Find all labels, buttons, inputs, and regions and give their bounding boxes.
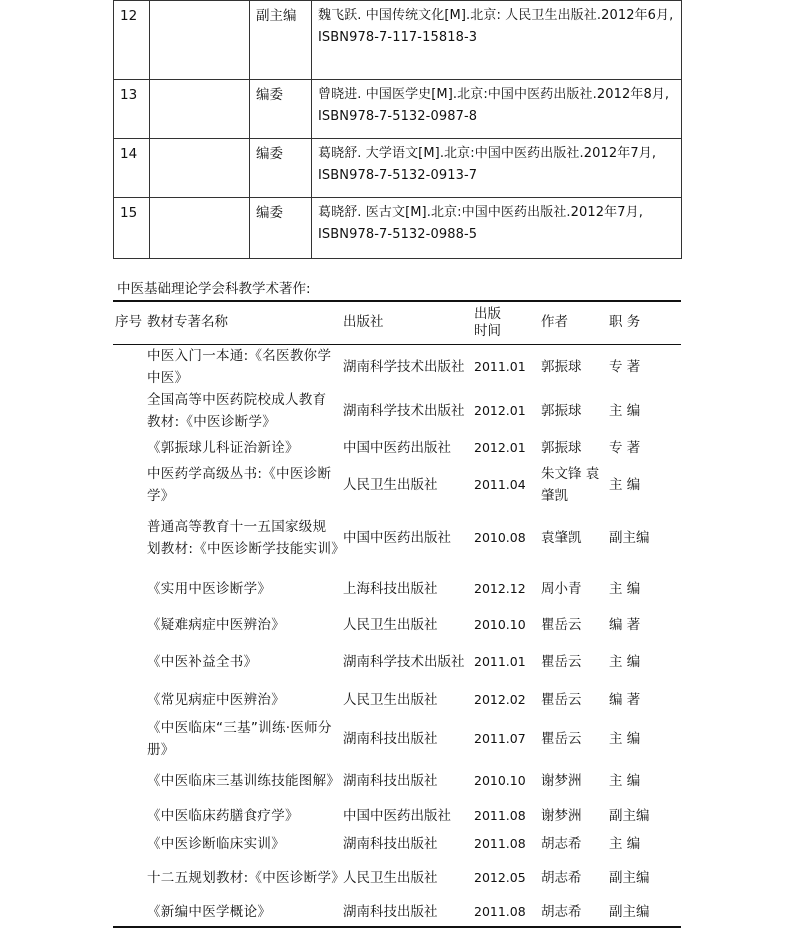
table-row (114, 1, 682, 80)
reference-cell: 魏飞跃. 中国传统文化[M].北京: 人民卫生出版社.2012年6月, ISBN978-7-117-15818-3 (312, 1, 682, 80)
table-row (113, 683, 681, 717)
table-row (114, 198, 682, 259)
role: 专 著 (609, 439, 641, 456)
author: 袁肇凯 (541, 530, 582, 546)
publisher: 湖南科学技术出版社 (343, 654, 465, 670)
author: 瞿岳云 (541, 654, 582, 670)
role: 主 编 (609, 476, 641, 493)
empty-cell (150, 1, 250, 80)
table-row (113, 463, 681, 507)
publisher: 人民卫生出版社 (343, 476, 438, 493)
role-cell: 编委 (250, 139, 312, 198)
header-role: 职 务 (609, 314, 641, 331)
work-title: 《中医诊断临床实训》 (147, 835, 285, 852)
author: 胡志希 (541, 870, 582, 886)
publisher: 湖南科学技术出版社 (343, 402, 465, 419)
publisher: 人民卫生出版社 (343, 616, 438, 633)
top-reference-table (113, 0, 682, 259)
role: 主 编 (609, 835, 641, 852)
role: 副主编 (609, 807, 650, 824)
publisher: 湖南科技出版社 (343, 773, 438, 789)
publisher: 中国中医药出版社 (343, 439, 451, 456)
role: 副主编 (609, 904, 650, 920)
role: 编 著 (609, 616, 641, 633)
work-title: 《中医临床三基训练技能图解》 (147, 773, 341, 789)
publisher: 中国中医药出版社 (343, 530, 451, 546)
work-title: 《中医补益全书》 (147, 654, 258, 670)
table-row (114, 80, 682, 139)
work-title: 《中医临床“三基”训练·医师分册》 (147, 719, 332, 758)
row-number (113, 683, 145, 717)
author: 胡志希 (541, 904, 582, 920)
work-title: 《实用中医诊断学》 (147, 580, 272, 597)
author: 瞿岳云 (541, 730, 582, 747)
publish-date: 2010.10 (474, 773, 526, 788)
publish-date: 2011.01 (474, 654, 526, 669)
publish-date: 2011.07 (474, 730, 526, 746)
author: 周小青 (541, 580, 582, 597)
author: 郭振球 (541, 402, 582, 419)
table-row (113, 761, 681, 802)
work-title: 普通高等教育十一五国家级规划教材:《中医诊断学技能实训》 (147, 519, 346, 557)
row-number (113, 717, 145, 761)
work-title: 中医入门一本通:《名医教你学中医》 (147, 347, 332, 386)
work-title: 《疑难病症中医辨治》 (147, 616, 285, 633)
row-number (113, 802, 145, 830)
role: 编 著 (609, 691, 641, 708)
role: 主 编 (609, 654, 641, 670)
table-row (113, 802, 681, 830)
role: 主 编 (609, 402, 641, 419)
row-number (113, 642, 145, 683)
publisher: 湖南科技出版社 (343, 904, 438, 920)
author: 胡志希 (541, 835, 582, 852)
row-number (113, 761, 145, 802)
header-publisher: 出版社 (343, 314, 384, 331)
author: 郭振球 (541, 358, 582, 375)
author: 郭振球 (541, 439, 582, 456)
role: 专 著 (609, 358, 641, 375)
author: 谢梦洲 (541, 773, 582, 789)
role-cell: 编委 (250, 198, 312, 259)
row-number (113, 899, 145, 927)
publish-date: 2012.01 (474, 402, 526, 418)
table-row (113, 858, 681, 899)
publisher: 湖南科技出版社 (343, 730, 438, 747)
row-number (113, 570, 145, 608)
work-title: 全国高等中医药院校成人教育教材:《中医诊断学》 (147, 391, 327, 430)
table-row (113, 717, 681, 761)
work-title: 《新编中医学概论》 (147, 904, 272, 920)
work-title: 《郭振球儿科证治新诠》 (147, 439, 299, 456)
row-number (113, 463, 145, 507)
table-row (113, 830, 681, 858)
header-date: 出版时间 (474, 305, 501, 339)
author: 朱文锋 袁肇凯 (541, 465, 600, 504)
row-number (113, 608, 145, 642)
publish-date: 2011.01 (474, 358, 526, 374)
row-number (113, 830, 145, 858)
row-number (113, 389, 145, 433)
row-number (113, 344, 145, 389)
role: 主 编 (609, 773, 641, 789)
table-row (114, 139, 682, 198)
row-number: 14 (114, 139, 150, 198)
work-title: 《中医临床药膳食疗学》 (147, 807, 299, 824)
table-row (113, 433, 681, 463)
role-cell: 编委 (250, 80, 312, 139)
author: 谢梦洲 (541, 807, 582, 824)
publish-date: 2012.05 (474, 870, 526, 885)
row-number (113, 433, 145, 463)
role: 副主编 (609, 870, 650, 886)
work-title: 十二五规划教材:《中医诊断学》 (147, 870, 346, 886)
publisher: 人民卫生出版社 (343, 870, 438, 886)
role-cell: 副主编 (250, 1, 312, 80)
role: 主 编 (609, 580, 641, 597)
publisher: 上海科技出版社 (343, 580, 438, 597)
reference-cell: 葛晓舒. 大学语文[M].北京:中国中医药出版社.2012年7月, ISBN978-7-5132-0913-7 (312, 139, 682, 198)
publish-date: 2012.02 (474, 691, 526, 707)
section-title: 中医基础理论学会科教学术著作: (117, 281, 311, 297)
author: 瞿岳云 (541, 691, 582, 708)
table-row (113, 899, 681, 927)
publish-date: 2011.04 (474, 476, 526, 492)
header-name: 教材专著名称 (147, 314, 228, 331)
empty-cell (150, 80, 250, 139)
publish-date: 2012.12 (474, 580, 526, 596)
header-author: 作者 (541, 314, 568, 331)
reference-cell: 曾晓进. 中国医学史[M].北京:中国中医药出版社.2012年8月, ISBN978-7-5132-0987-8 (312, 80, 682, 139)
row-number: 12 (114, 1, 150, 80)
table-row (113, 642, 681, 683)
row-number: 15 (114, 198, 150, 259)
header-no: 序号 (115, 314, 142, 331)
publish-date: 2011.08 (474, 904, 526, 919)
publisher: 湖南科技出版社 (343, 835, 438, 852)
empty-cell (150, 198, 250, 259)
publish-date: 2010.08 (474, 530, 526, 545)
row-number (113, 858, 145, 899)
work-title: 中医药学高级丛书:《中医诊断学》 (147, 465, 332, 504)
row-number: 13 (114, 80, 150, 139)
publisher: 中国中医药出版社 (343, 807, 451, 824)
publish-date: 2011.08 (474, 807, 526, 823)
role: 副主编 (609, 530, 650, 546)
works-table (113, 300, 681, 928)
table-row (113, 389, 681, 433)
header-row (113, 301, 681, 344)
empty-cell (150, 139, 250, 198)
reference-cell: 葛晓舒. 医古文[M].北京:中国中医药出版社.2012年7月, ISBN978-7-5132-0988-5 (312, 198, 682, 259)
publish-date: 2010.10 (474, 616, 526, 632)
table-row (113, 344, 681, 389)
publish-date: 2012.01 (474, 439, 526, 455)
work-title: 《常见病症中医辨治》 (147, 691, 285, 708)
author: 瞿岳云 (541, 616, 582, 633)
table-row (113, 507, 681, 570)
role: 主 编 (609, 730, 641, 747)
table-row (113, 570, 681, 608)
row-number (113, 507, 145, 570)
publish-date: 2011.08 (474, 835, 526, 851)
publisher: 人民卫生出版社 (343, 691, 438, 708)
table-row (113, 608, 681, 642)
publisher: 湖南科学技术出版社 (343, 358, 465, 375)
